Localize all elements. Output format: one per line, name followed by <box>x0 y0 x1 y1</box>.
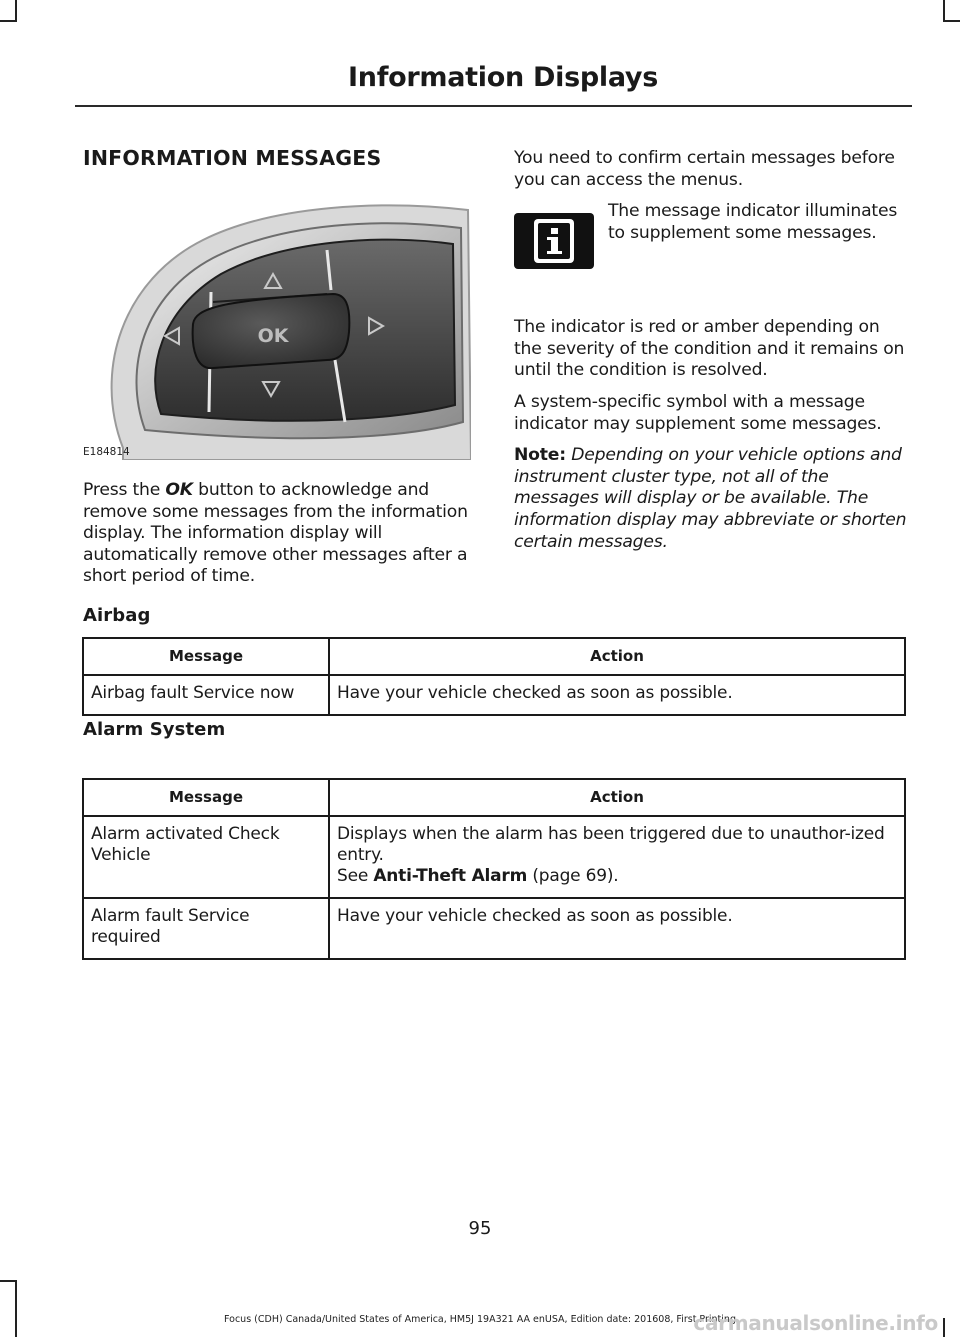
ok-instructions-rest: button to acknowledge and remove some messages from the information display. The information display will automatically remove other messages after a short period of time. <box>83 480 468 587</box>
column-header-action: Action <box>329 779 905 816</box>
crop-mark <box>943 20 960 22</box>
table-row <box>83 816 905 898</box>
confirm-intro: You need to confirm certain messages before you can access the menus. <box>514 148 895 190</box>
airbag-heading: Airbag <box>83 605 151 626</box>
ok-instructions-prefix: Press the <box>83 480 166 500</box>
ok-keyword: OK <box>165 480 193 500</box>
note-label: Note: <box>514 445 566 466</box>
crop-mark <box>0 20 17 22</box>
figure-id: E184814 <box>83 446 130 458</box>
anti-theft-alarm-link[interactable]: Anti-Theft Alarm <box>373 866 528 886</box>
action-cell: Have your vehicle checked as soon as possible. <box>329 675 905 715</box>
ok-instructions <box>83 480 473 588</box>
page-header-title: Information Displays <box>348 62 658 93</box>
crop-mark <box>943 0 945 22</box>
header-rule <box>75 105 912 107</box>
message-cell: Alarm fault Service required <box>83 898 329 959</box>
action-cell: Have your vehicle checked as soon as possible. <box>329 898 905 959</box>
crop-mark <box>15 1280 17 1337</box>
steering-wheel-buttons-illustration <box>83 200 471 460</box>
message-indicator-block <box>514 201 910 291</box>
steering-wheel-buttons-figure <box>83 200 471 460</box>
crop-mark <box>15 0 17 22</box>
message-cell: Alarm activated Check Vehicle <box>83 816 329 898</box>
watermark: carmanualsonline.info <box>693 1311 938 1335</box>
action-cell <box>329 816 905 898</box>
footer-edition-info: Focus (CDH) Canada/United States of America, HM5J 19A321 AA enUSA, Edition date: 201608, First Printing <box>224 1314 736 1325</box>
symbol-paragraph: A system-specific symbol with a message indicator may supplement some messages. <box>514 391 882 434</box>
right-column <box>514 148 910 553</box>
indicator-description: The message indicator illuminates to supplement some messages. <box>608 201 898 243</box>
table-header-row <box>83 638 905 675</box>
note-paragraph <box>514 445 910 553</box>
info-icon <box>514 213 594 269</box>
airbag-table <box>82 637 906 716</box>
page-number: 95 <box>468 1218 492 1239</box>
table-row <box>83 675 905 715</box>
action-text: Displays when the alarm has been triggered due to unauthor-ized entry. <box>337 824 885 865</box>
see-prefix: See <box>337 866 374 886</box>
left-column <box>83 146 473 587</box>
message-cell: Airbag fault Service now <box>83 675 329 715</box>
table-header-row <box>83 779 905 816</box>
alarm-heading: Alarm System <box>83 719 226 740</box>
column-header-message: Message <box>83 638 329 675</box>
alarm-table <box>82 778 906 960</box>
severity-paragraph: The indicator is red or amber depending on the severity of the condition and it remains on until the condition is resolved. <box>514 317 905 381</box>
cross-reference <box>337 866 897 887</box>
ok-button-label: OK <box>257 325 289 347</box>
column-header-message: Message <box>83 779 329 816</box>
note-text: Depending on your vehicle options and instrument cluster type, not all of the messages will display or be available. The information display may abbreviate or shorten certain messages. <box>514 445 907 552</box>
section-heading: INFORMATION MESSAGES <box>83 146 382 170</box>
table-row <box>83 898 905 959</box>
crop-mark <box>0 1280 17 1282</box>
see-page: (page 69). <box>527 866 619 886</box>
column-header-action: Action <box>329 638 905 675</box>
